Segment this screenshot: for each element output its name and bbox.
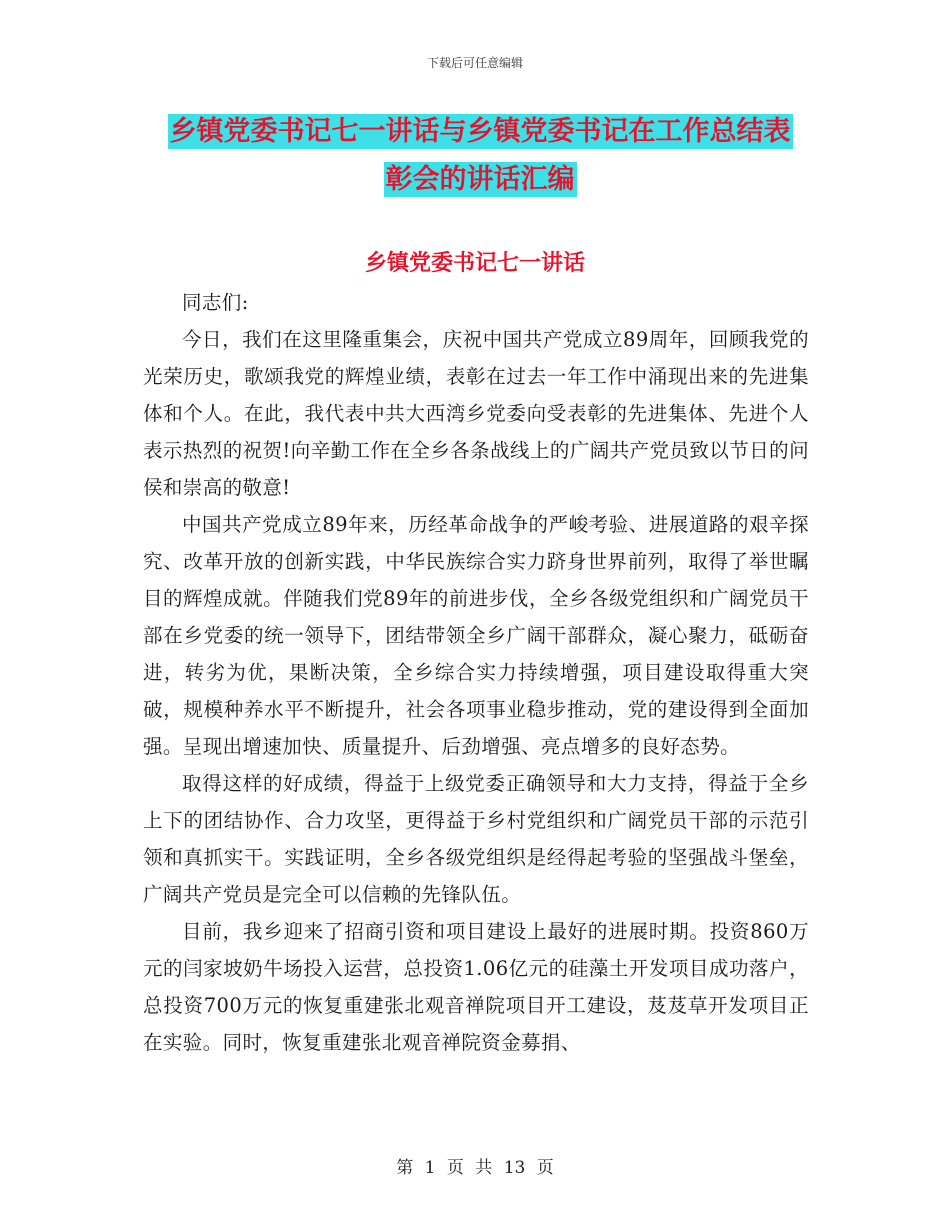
salutation-paragraph: 同志们: xyxy=(182,291,249,314)
body-paragraph: 目前，我乡迎来了招商引资和项目建设上最好的进展时期。投资860万元的闫家坡奶牛场投入运营，总投资1.06亿元的硅藻土开发项目成功落户，总投资700万元的恢复重建张北观音禅院项目开工建设，芨芨草开发项目正在实验。同时，恢复重建张北观音禅院资金募捐、 xyxy=(143,920,809,1054)
section-title: 乡镇党委书记七一讲话 xyxy=(364,250,585,276)
body-paragraph: 取得这样的好成绩，得益于上级党委正确领导和大力支持，得益于全乡上下的团结协作、合力攻坚，更得益于乡村党组织和广阔党员干部的示范引领和真抓实干。实践证明，全乡各级党组织是经得起考验的坚强战斗堡垒，广阔共产党员是完全可以信赖的先锋队伍。 xyxy=(143,772,809,906)
title-line-1: 乡镇党委书记七一讲话与乡镇党委书记在工作总结表 xyxy=(169,116,791,147)
title-line-2: 彰会的讲话汇编 xyxy=(385,164,575,195)
header-note: 下载后可任意编辑 xyxy=(426,56,523,70)
page-number: 第 1 页 共 13 页 xyxy=(396,1158,554,1178)
body-paragraph: 今日，我们在这里隆重集会，庆祝中国共产党成立89周年，回顾我党的光荣历史，歌颂我党的辉煌业绩，表彰在过去一年工作中涌现出来的先进集体和个人。在此，我代表中共大西湾乡党委向受表彰的先进集体、先进个人表示热烈的祝贺!向辛勤工作在全乡各条战线上的广阔共产党员致以节日的问侯和崇高的敬意! xyxy=(143,328,809,499)
document-body xyxy=(143,284,809,1061)
document-title xyxy=(140,108,820,204)
body-paragraph: 中国共产党成立89年来，历经革命战争的严峻考验、进展道路的艰辛探究、改革开放的创新实践，中华民族综合实力跻身世界前列，取得了举世瞩目的辉煌成就。伴随我们党89年的前进步伐，全乡各级党组织和广阔党员干部在乡党委的统一领导下，团结带领全乡广阔干部群众，凝心聚力，砥砺奋进，转劣为优，果断决策，全乡综合实力持续增强，项目建设取得重大突破，规模种养水平不断提升，社会各项事业稳步推动，党的建设得到全面加强。呈现出增速加快、质量提升、后劲增强、亮点增多的良好态势。 xyxy=(143,513,809,758)
